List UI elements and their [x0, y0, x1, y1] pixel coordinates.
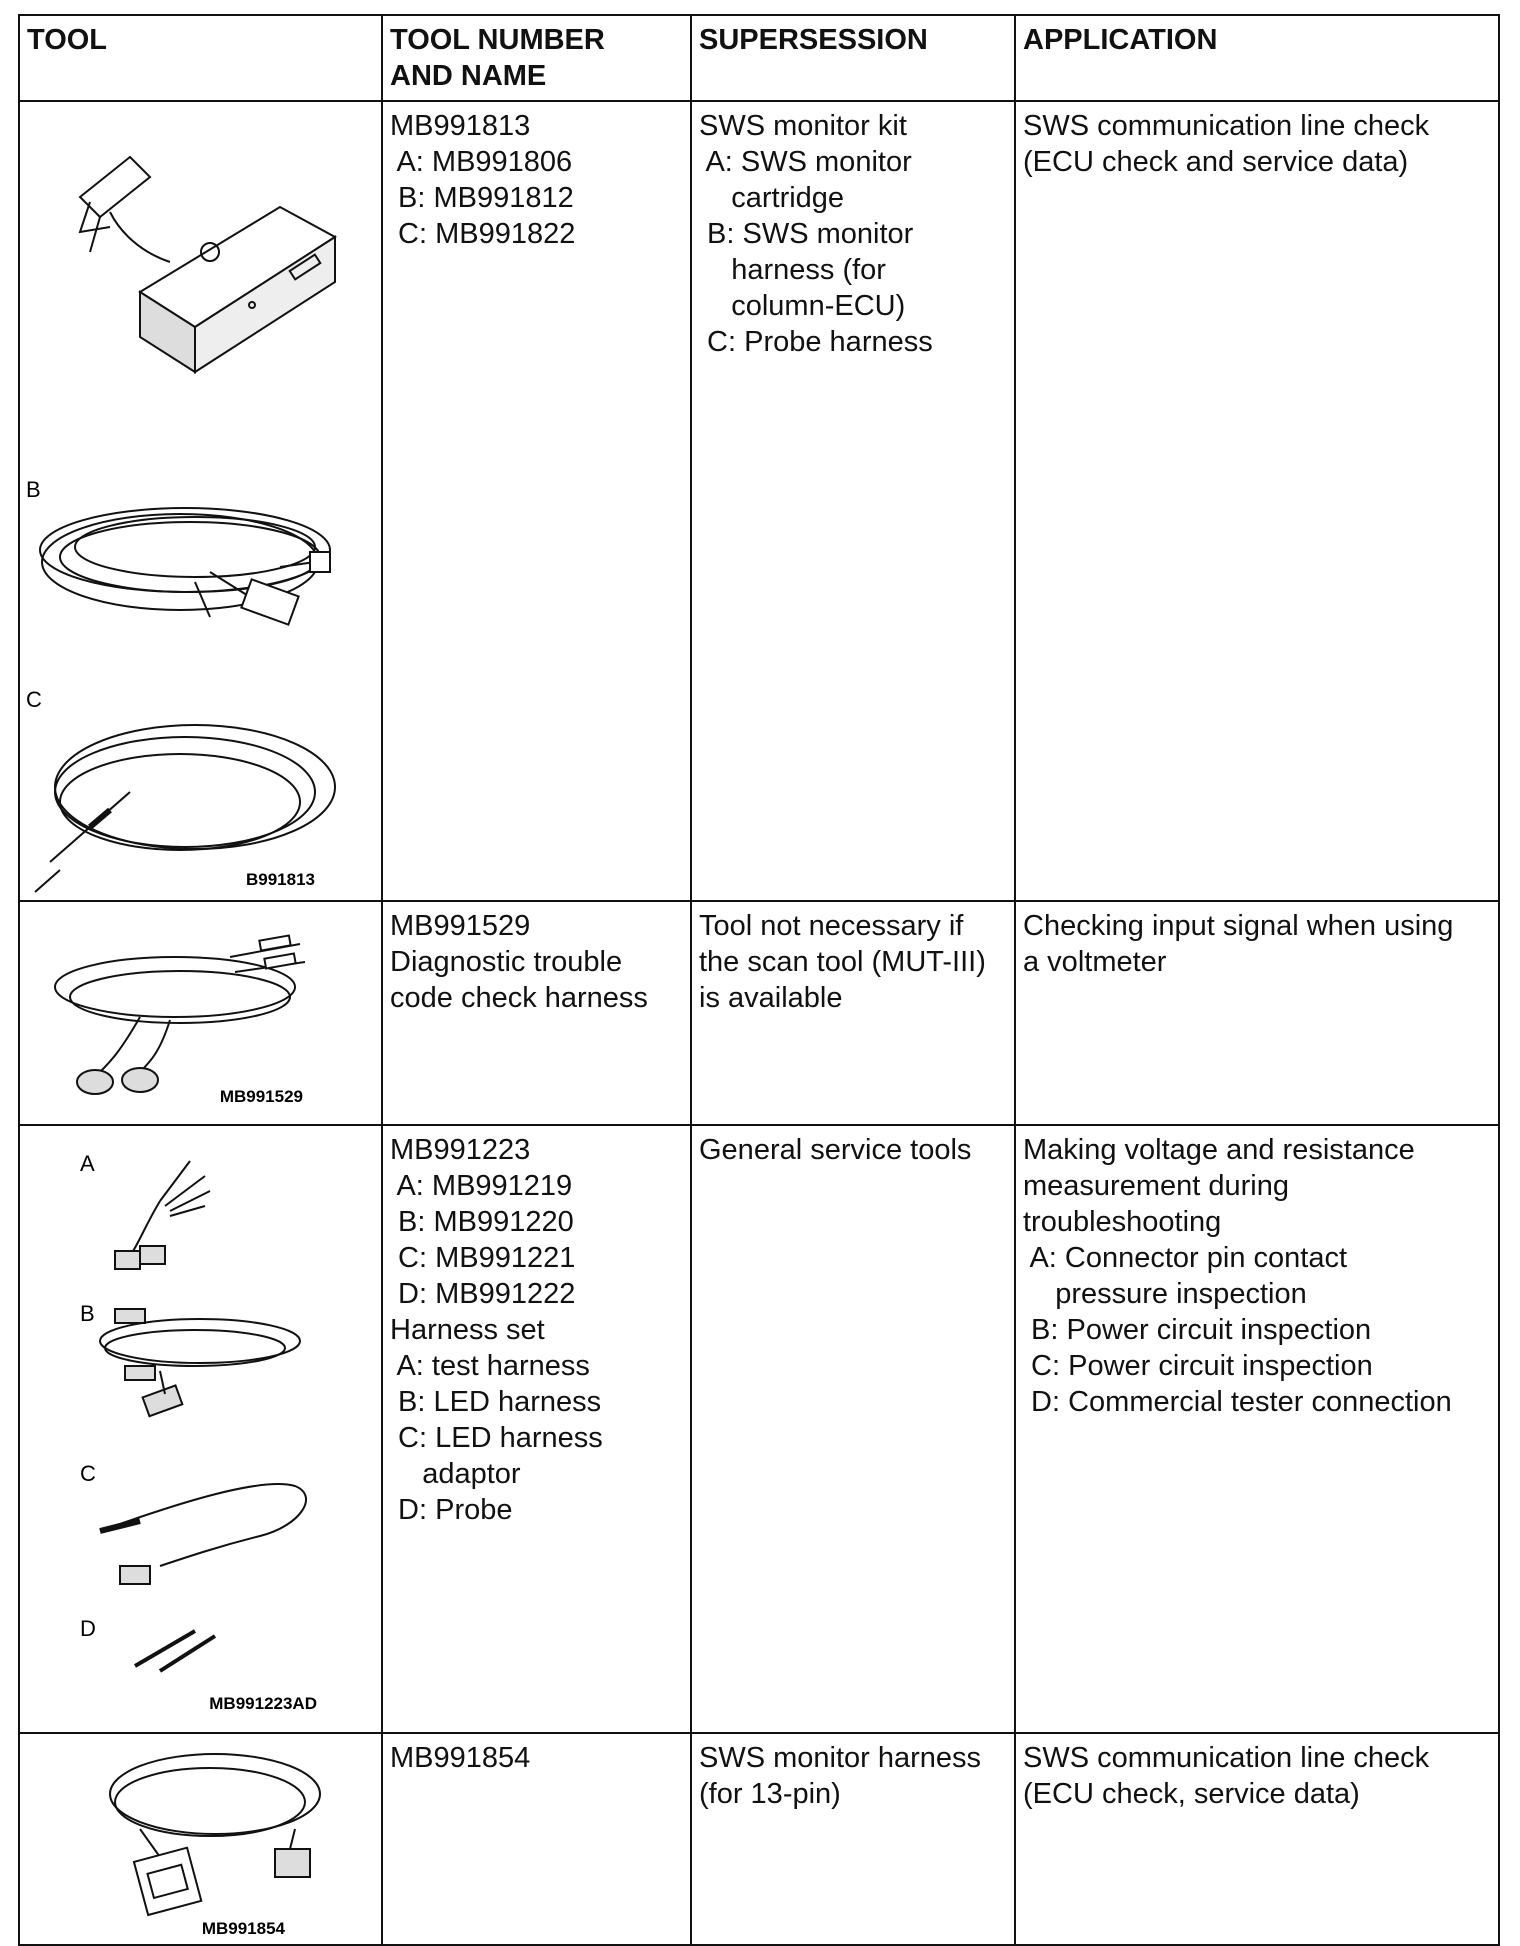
supersession-cell — [691, 1125, 1015, 1733]
special-tools-table — [18, 14, 1500, 1946]
probe-drawing — [135, 1631, 215, 1671]
probe-harness-drawing — [35, 725, 335, 892]
tool-image-cell — [19, 1733, 382, 1945]
tool-number-line: adaptor — [390, 1458, 521, 1490]
tool-number-line: Harness set — [390, 1314, 545, 1346]
supersession-line: (for 13-pin) — [699, 1778, 841, 1810]
tool-number-line: C: MB991221 — [390, 1242, 576, 1274]
tool-number-cell — [382, 901, 691, 1125]
tool-number-line: C: LED harness — [390, 1422, 603, 1454]
supersession-line: harness (for — [699, 254, 886, 286]
sws-monitor-harness-13pin-illustration — [20, 1734, 383, 1942]
led-harness-adaptor-drawing — [100, 1484, 306, 1584]
tool-number-line: D: MB991222 — [390, 1278, 576, 1310]
supersession-cell — [691, 1733, 1015, 1945]
supersession-line: column-ECU) — [699, 290, 906, 322]
tool-number-line: code check harness — [390, 982, 648, 1014]
image-letter-c: C — [80, 1461, 96, 1486]
tool-number-line: A: MB991806 — [390, 146, 573, 178]
application-line: SWS communication line check — [1023, 110, 1430, 142]
image-letter-b: B — [26, 477, 41, 502]
tool-number-line: A: test harness — [390, 1350, 590, 1382]
sws-monitor-kit-illustration — [20, 102, 383, 898]
header-tool-number-line: TOOL NUMBER — [390, 24, 605, 56]
application-line: troubleshooting — [1023, 1206, 1222, 1238]
image-letter-d: D — [80, 1616, 96, 1641]
tool-number-line: A: MB991219 — [390, 1170, 573, 1202]
application-line: pressure inspection — [1023, 1278, 1307, 1310]
harness-set-illustration — [20, 1126, 383, 1730]
supersession-cell — [691, 101, 1015, 901]
tool-number-line: D: Probe — [390, 1494, 513, 1526]
application-line: Checking input signal when using — [1023, 910, 1454, 942]
supersession-line: the scan tool (MUT-III) — [699, 946, 986, 978]
supersession-line: C: Probe harness — [699, 326, 933, 358]
tool-number-line: MB991223 — [390, 1134, 531, 1166]
header-tool: TOOL — [19, 15, 382, 101]
supersession-line: is available — [699, 982, 843, 1014]
tool-number-line: B: MB991812 — [390, 182, 574, 214]
tool-number-line: MB991813 — [390, 110, 531, 142]
application-line: (ECU check and service data) — [1023, 146, 1409, 178]
tool-number-line: B: MB991220 — [390, 1206, 574, 1238]
table-row — [19, 1125, 1499, 1733]
tool-number-cell — [382, 101, 691, 901]
led-harness-drawing — [100, 1309, 300, 1416]
application-line: SWS communication line check — [1023, 1742, 1430, 1774]
tool-image-code: MB991529 — [219, 1087, 303, 1106]
supersession-line: cartridge — [699, 182, 845, 214]
header-application: APPLICATION — [1015, 15, 1499, 101]
table-row — [19, 101, 1499, 901]
image-letter-c: C — [26, 687, 42, 712]
header-supersession: SUPERSESSION — [691, 15, 1015, 101]
application-line: C: Power circuit inspection — [1023, 1350, 1373, 1382]
supersession-line: SWS monitor harness — [699, 1742, 982, 1774]
table-row — [19, 1733, 1499, 1945]
tool-image-code: MB991223AD — [209, 1694, 317, 1713]
test-harness-drawing — [115, 1161, 210, 1269]
supersession-cell — [691, 901, 1015, 1125]
application-cell — [1015, 1125, 1499, 1733]
supersession-line: General service tools — [699, 1134, 972, 1166]
image-letter-b: B — [80, 1301, 95, 1326]
tool-number-line: B: LED harness — [390, 1386, 602, 1418]
tool-image-cell — [19, 101, 382, 901]
tool-number-line: MB991529 — [390, 910, 531, 942]
tool-image-cell — [19, 1125, 382, 1733]
application-cell — [1015, 1733, 1499, 1945]
supersession-line: Tool not necessary if — [699, 910, 964, 942]
tool-image-cell — [19, 901, 382, 1125]
header-row — [19, 15, 1499, 101]
application-cell — [1015, 901, 1499, 1125]
header-tool-number — [382, 15, 691, 101]
tool-image-code: MB991854 — [201, 1919, 285, 1938]
application-line: Making voltage and resistance — [1023, 1134, 1415, 1166]
table-row — [19, 901, 1499, 1125]
application-line: a voltmeter — [1023, 946, 1167, 978]
diagnostic-trouble-code-harness-drawing — [55, 935, 305, 1094]
application-cell — [1015, 101, 1499, 901]
application-line: A: Connector pin contact — [1023, 1242, 1348, 1274]
image-letter-a: A — [80, 1151, 95, 1176]
application-line: measurement during — [1023, 1170, 1289, 1202]
tool-number-cell — [382, 1125, 691, 1733]
sws-monitor-cartridge-drawing — [80, 157, 335, 372]
diagnostic-harness-illustration — [20, 902, 383, 1122]
supersession-line: B: SWS monitor — [699, 218, 914, 250]
header-tool-number-line: AND NAME — [390, 60, 547, 92]
sws-monitor-harness-drawing — [40, 508, 330, 625]
tool-image-code: B991813 — [245, 870, 315, 889]
application-line: B: Power circuit inspection — [1023, 1314, 1372, 1346]
tool-number-line: Diagnostic trouble — [390, 946, 623, 978]
sws-monitor-harness-13pin-drawing — [110, 1754, 320, 1915]
tool-number-cell — [382, 1733, 691, 1945]
application-line: (ECU check, service data) — [1023, 1778, 1360, 1810]
tool-number-line: MB991854 — [390, 1742, 531, 1774]
supersession-line: SWS monitor kit — [699, 110, 907, 142]
tool-number-line: C: MB991822 — [390, 218, 576, 250]
application-line: D: Commercial tester connection — [1023, 1386, 1452, 1418]
supersession-line: A: SWS monitor — [699, 146, 912, 178]
